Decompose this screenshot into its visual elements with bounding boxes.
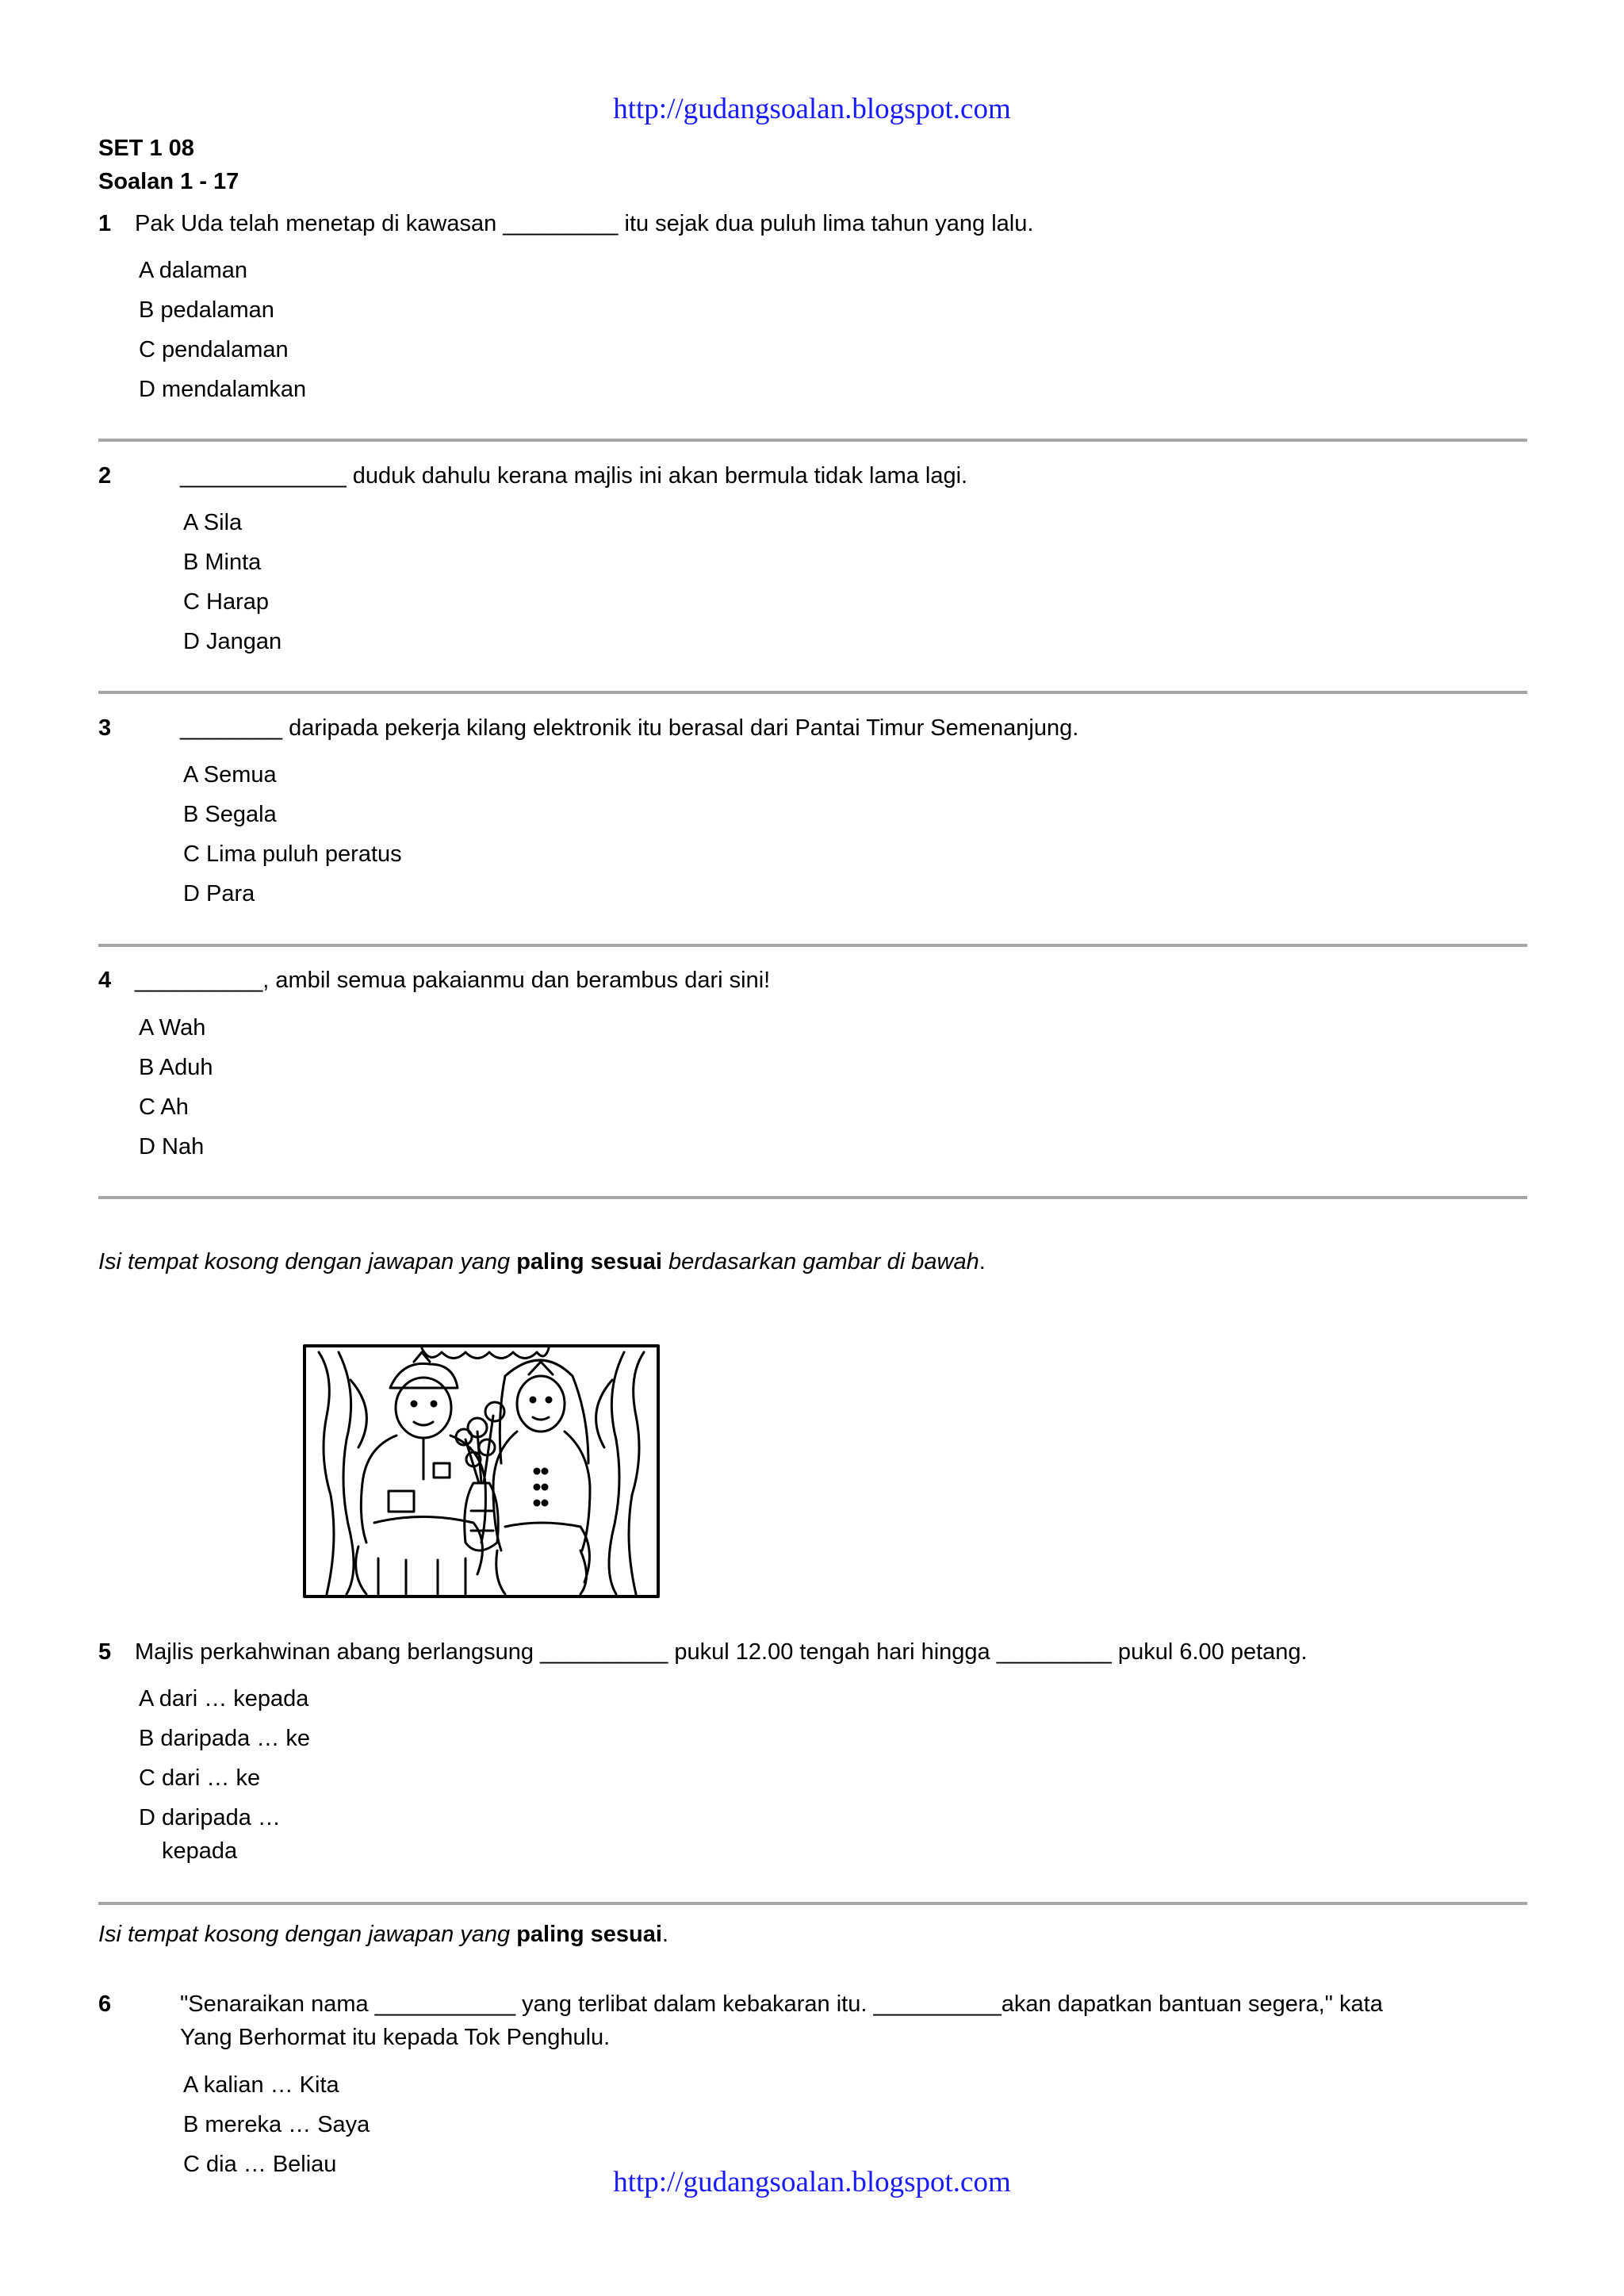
instruction-emphasis: paling sesuai [516,1249,662,1274]
instruction-period: . [979,1249,986,1274]
wedding-couple-picture [303,1344,660,1598]
question-6-text-line1: "Senaraikan nama ___________ yang terlibat dalam kebakaran itu. __________akan dapatkan bantuan segera," kata [180,1991,1383,2017]
question-3-text: ________ daripada pekerja kilang elektronik itu berasal dari Pantai Timur Semenanjung. [180,715,1079,741]
instruction-text-cont: berdasarkan gambar di bawah [661,1249,979,1274]
question-5-option-c[interactable]: C dari … ke [139,1765,261,1791]
question-5-option-b[interactable]: B daripada … ke [139,1726,311,1751]
divider [98,439,1527,442]
question-1-text: Pak Uda telah menetap di kawasan _________ itu sejak dua puluh lima tahun yang lalu. [135,211,1034,236]
question-6-number: 6 [98,1991,112,2017]
instruction-text: Isi tempat kosong dengan jawapan yang [98,1922,517,1947]
question-3-option-a[interactable]: A Semua [183,762,277,788]
question-4-text: __________, ambil semua pakaianmu dan berambus dari sini! [135,968,771,993]
question-4-option-a[interactable]: A Wah [139,1015,206,1041]
question-5-option-d-cont[interactable]: kepada [162,1838,238,1864]
question-2-text: _____________ duduk dahulu kerana majlis ini akan bermula tidak lama lagi. [180,463,968,489]
question-3-option-c[interactable]: C Lima puluh peratus [183,841,402,867]
question-4-number: 4 [98,968,112,993]
instruction-period: . [661,1922,668,1947]
instruction-emphasis: paling sesuai [516,1922,662,1947]
question-1-option-b[interactable]: B pedalaman [139,297,274,323]
question-4-option-b[interactable]: B Aduh [139,1055,213,1080]
question-2-option-a[interactable]: A Sila [183,510,243,535]
question-2-number: 2 [98,463,112,489]
divider [98,691,1527,694]
question-5-number: 5 [98,1639,112,1665]
instruction-general [98,1922,668,1948]
question-1-number: 1 [98,211,112,236]
question-1-option-c[interactable]: C pendalaman [139,337,289,362]
question-6-option-c[interactable]: C dia … Beliau [183,2152,337,2177]
set-title: SET 1 08 [98,136,194,161]
divider [98,1196,1527,1199]
divider [98,1902,1527,1905]
question-6-option-a[interactable]: A kalian … Kita [183,2072,339,2098]
section-title: Soalan 1 - 17 [98,169,239,194]
question-4-option-d[interactable]: D Nah [139,1134,205,1159]
question-6-option-b[interactable]: B mereka … Saya [183,2112,370,2137]
question-5-option-a[interactable]: A dari … kepada [139,1686,309,1711]
question-3-number: 3 [98,715,112,741]
divider [98,944,1527,947]
question-2-option-b[interactable]: B Minta [183,550,262,575]
header-url[interactable]: http://gudangsoalan.blogspot.com [613,93,1011,125]
instruction-text: Isi tempat kosong dengan jawapan yang [98,1249,517,1274]
question-4-option-c[interactable]: C Ah [139,1094,189,1120]
question-3-option-b[interactable]: B Segala [183,802,277,827]
question-5-option-d[interactable]: D daripada … [139,1805,281,1830]
instruction-picture [98,1249,986,1275]
question-3-option-d[interactable]: D Para [183,881,255,907]
question-2-option-d[interactable]: D Jangan [183,629,282,654]
question-5-text: Majlis perkahwinan abang berlangsung __________ pukul 12.00 tengah hari hingga _________ pukul 6.00 petang. [135,1639,1308,1665]
footer-url[interactable]: http://gudangsoalan.blogspot.com [613,2166,1011,2198]
question-1-option-a[interactable]: A dalaman [139,258,248,283]
question-1-option-d[interactable]: D mendalamkan [139,377,307,402]
question-6-text-line2: Yang Berhormat itu kepada Tok Penghulu. [180,2025,611,2050]
question-2-option-c[interactable]: C Harap [183,589,269,615]
